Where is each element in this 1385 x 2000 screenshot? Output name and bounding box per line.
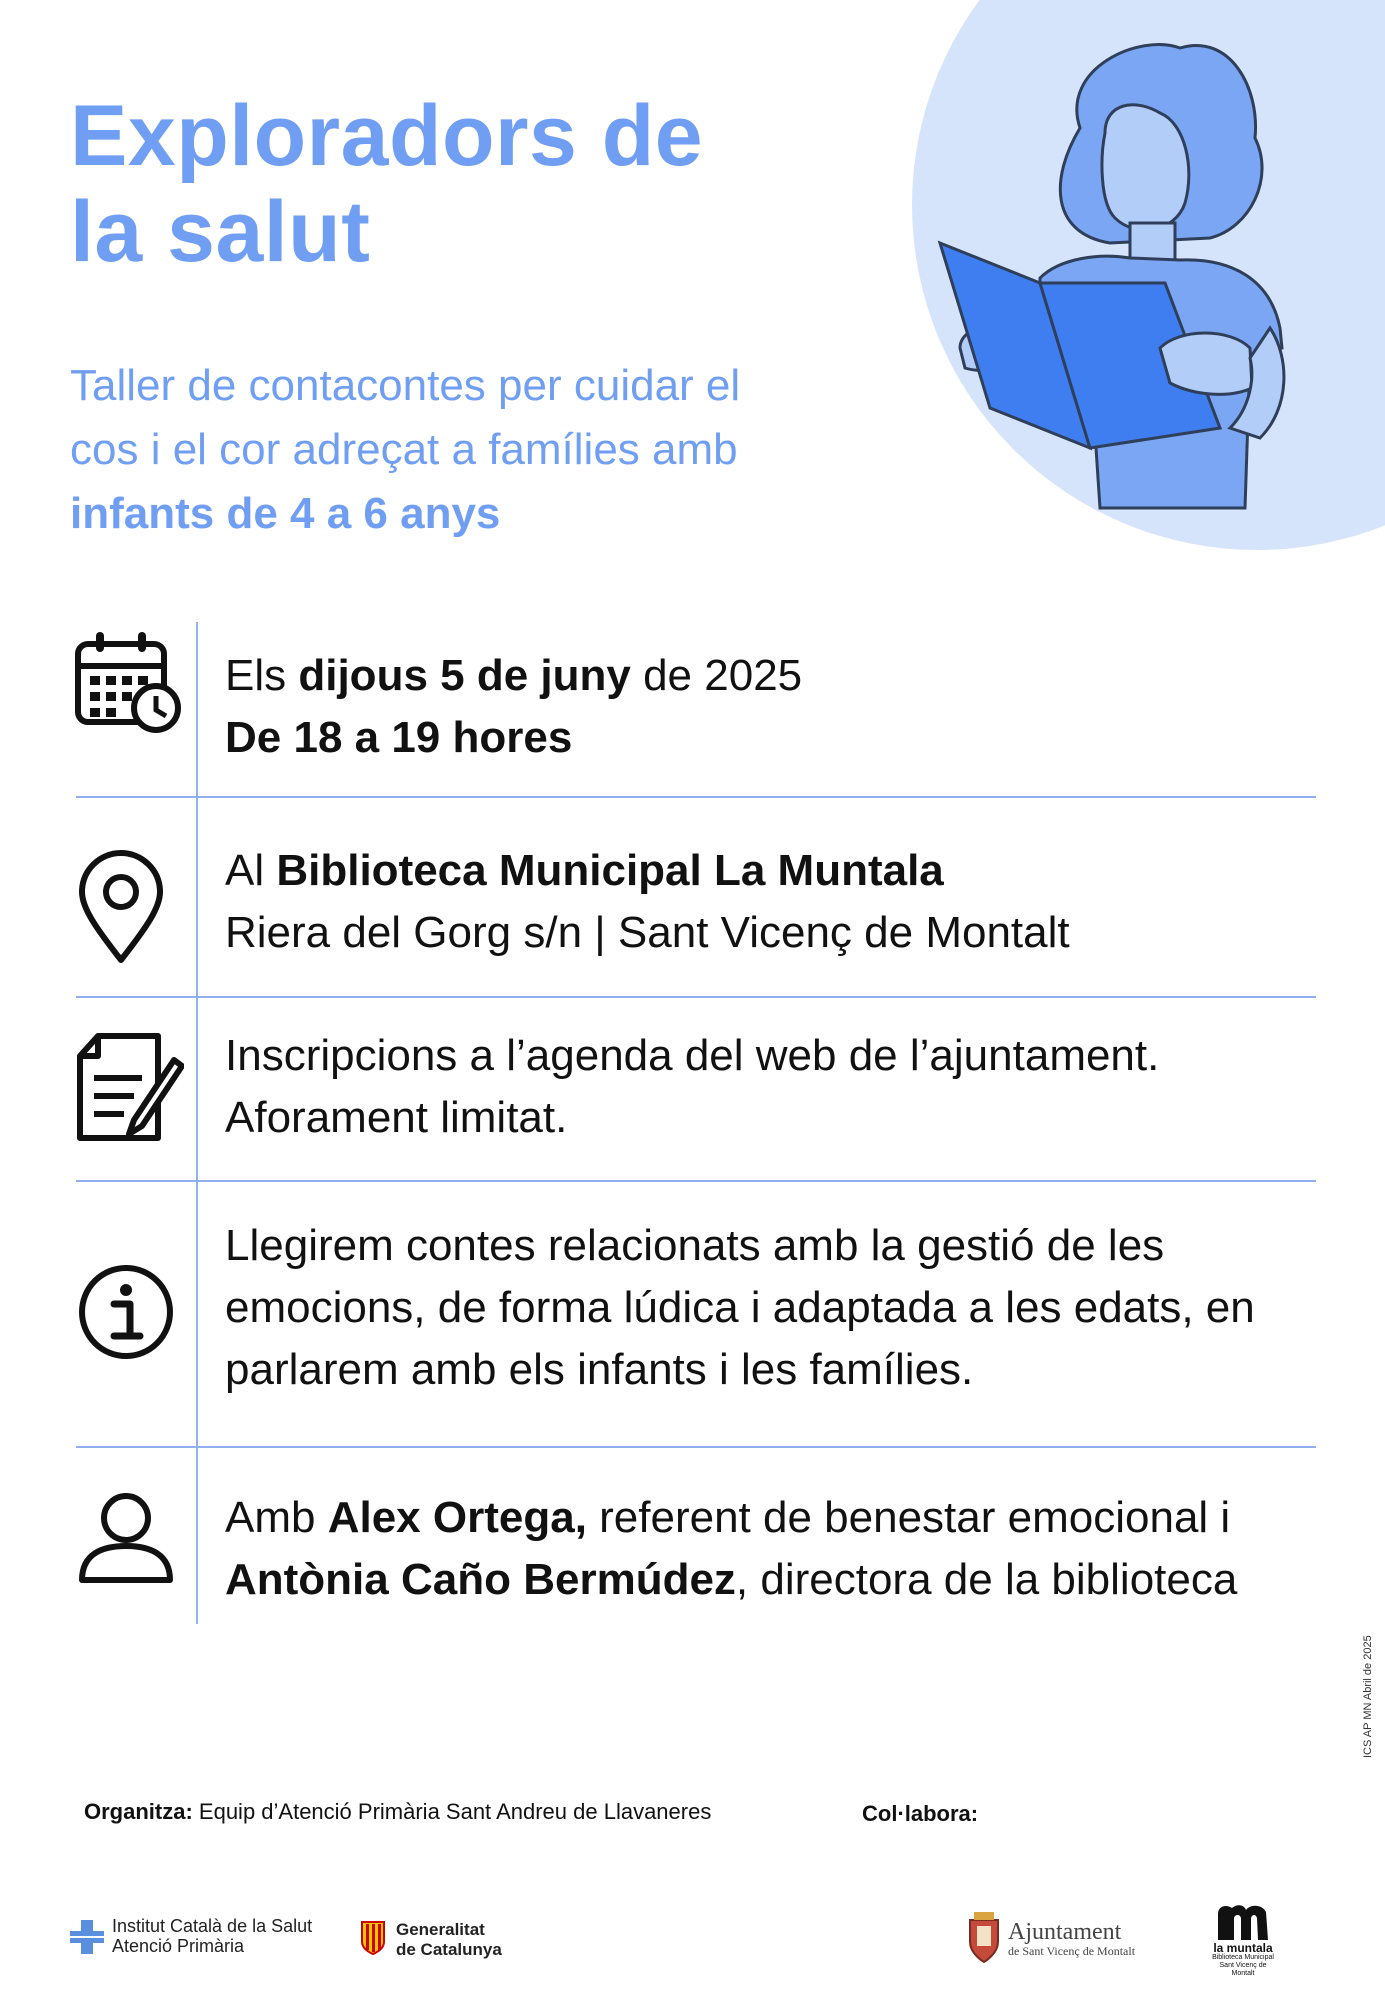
presenter-1-role: referent de benestar emocional i (586, 1493, 1231, 1542)
event-date-text (225, 645, 1345, 769)
event-time: De 18 a 19 hores (225, 713, 573, 762)
presenters-text (225, 1487, 1345, 1611)
municipal-coat-of-arms-icon (964, 1912, 1004, 1964)
title-line-1: Exploradors de (70, 88, 704, 184)
organizer-name: Equip d’Atenció Primària Sant Andreu de Llavaneres (192, 1799, 712, 1824)
registration-line-1: Inscripcions a l’agenda del web de l’ajuntament. (225, 1031, 1160, 1080)
registration-text (225, 1025, 1345, 1149)
event-date: dijous 5 de juny (298, 651, 631, 700)
generalitat-name-1: Generalitat (396, 1920, 485, 1939)
generalitat-name-2: de Catalunya (396, 1940, 502, 1959)
woman-reading-book-illustration (930, 28, 1350, 528)
presenter-1: Alex Ortega, (327, 1493, 587, 1542)
collaborator-line (862, 1800, 978, 1828)
ajuntament-name: Ajuntament (1008, 1919, 1122, 1945)
ajuntament-town: de Sant Vicenç de Montalt (1008, 1944, 1136, 1958)
venue-name: Biblioteca Municipal La Muntala (276, 846, 944, 895)
presenter-2-role: , directora de la biblioteca (735, 1555, 1238, 1604)
row-divider-2 (76, 996, 1316, 998)
description-text (225, 1215, 1345, 1401)
calendar-clock-icon (74, 630, 184, 734)
description-line-2: emocions, de forma lúdica i adaptada a les edats, en (225, 1283, 1255, 1332)
vertical-divider (196, 622, 198, 1624)
date-prefix: Els (225, 651, 299, 700)
muntala-name: la muntala (1213, 1941, 1273, 1955)
ajuntament-logo (964, 1910, 1164, 1970)
subtitle-line-1: Taller de contacontes per cuidar el (70, 361, 741, 410)
muntala-subtitle: Biblioteca Municipal (1212, 1954, 1274, 1961)
row-divider-3 (76, 1180, 1316, 1182)
description-line-3: parlarem amb els infants i les famílies. (225, 1345, 974, 1394)
description-line-1: Llegirem contes relacionats amb la gestió de les (225, 1221, 1165, 1270)
catalan-shield-icon (360, 1920, 386, 1956)
place-prefix: Al (225, 846, 277, 895)
organizer-line (84, 1798, 711, 1826)
muntala-m-icon (1214, 1902, 1272, 1942)
ics-cross-icon (70, 1920, 104, 1954)
ics-subname: Atenció Primària (112, 1936, 245, 1956)
presenters-prefix: Amb (225, 1493, 328, 1542)
info-icon (76, 1262, 176, 1362)
page-title (70, 88, 830, 280)
title-line-2: la salut (70, 184, 371, 280)
la-muntala-logo (1208, 1902, 1278, 1976)
ics-logo (70, 1916, 330, 1960)
subtitle-line-2: cos i el cor adreçat a famílies amb (70, 425, 738, 474)
presenter-2: Antònia Caño Bermúdez (225, 1555, 736, 1604)
subtitle (70, 354, 890, 546)
muntala-town: Sant Vicenç de Montalt (1219, 1962, 1267, 1977)
venue-address: Riera del Gorg s/n | Sant Vicenç de Montalt (225, 908, 1070, 957)
date-year: de 2025 (630, 651, 803, 700)
row-divider-4 (76, 1446, 1316, 1448)
document-pen-icon (74, 1030, 184, 1144)
print-reference-note: ICS AP MN Abril de 2025 (1362, 1635, 1374, 1758)
subtitle-line-3: infants de 4 a 6 anys (70, 489, 501, 538)
ics-name: Institut Català de la Salut (112, 1916, 313, 1936)
person-icon (76, 1490, 176, 1586)
row-divider-1 (76, 796, 1316, 798)
organizer-label: Organitza: (84, 1799, 193, 1824)
registration-line-2: Aforament limitat. (225, 1093, 568, 1142)
event-place-text (225, 840, 1345, 964)
collaborator-label: Col·labora: (862, 1801, 979, 1826)
generalitat-logo (360, 1918, 540, 1962)
location-pin-icon (76, 848, 166, 966)
